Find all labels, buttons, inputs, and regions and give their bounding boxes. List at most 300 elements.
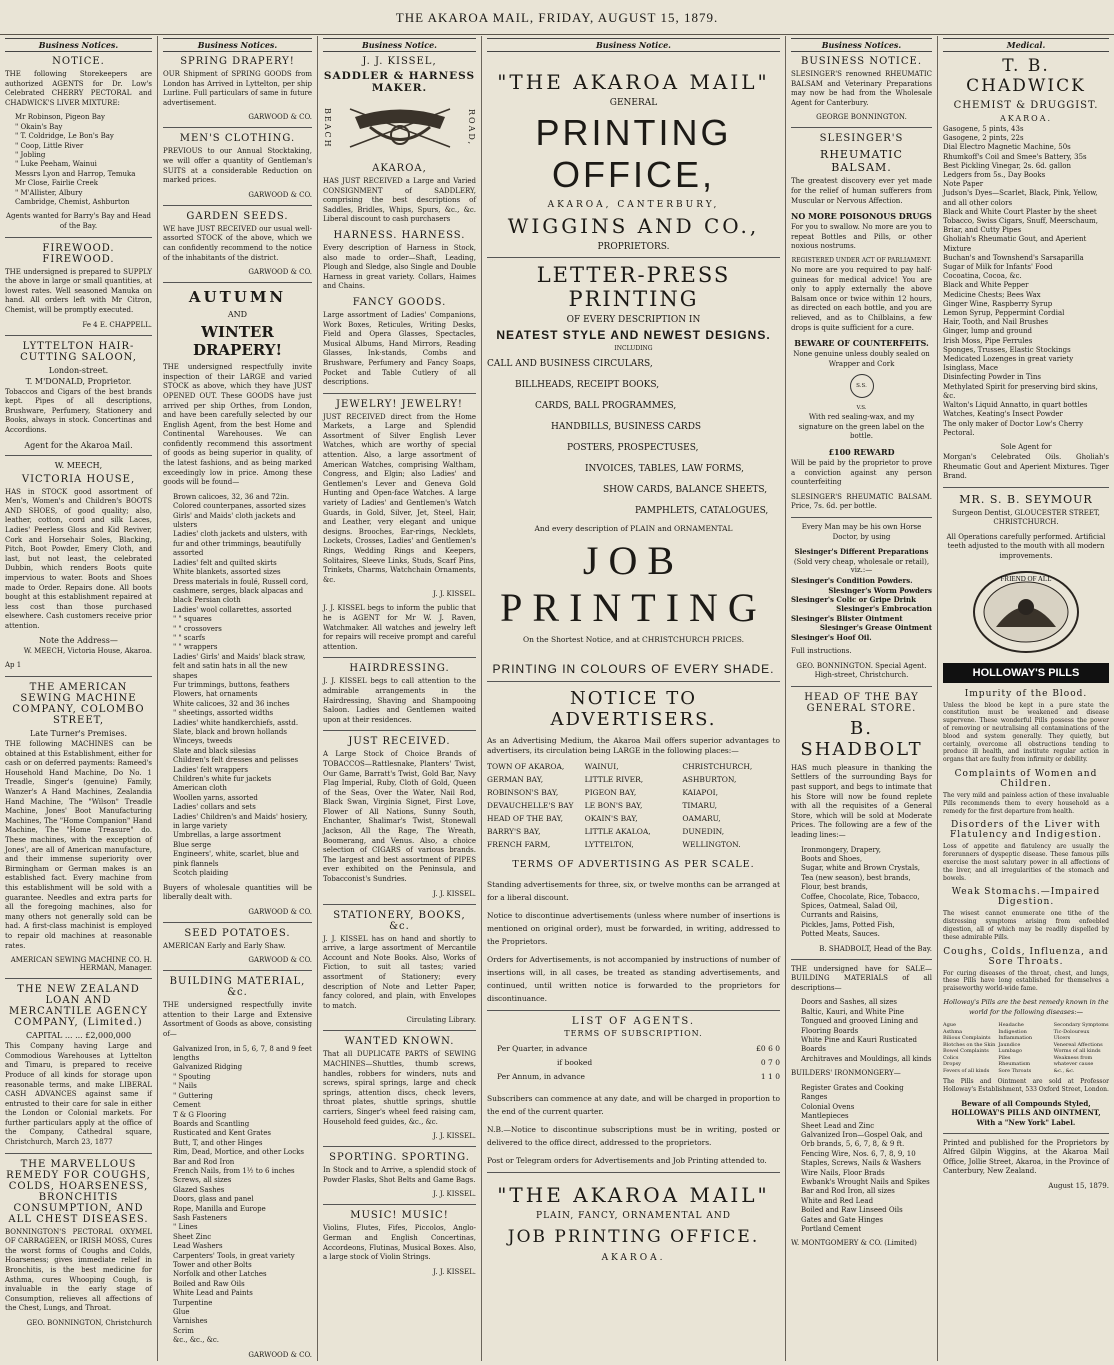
list-item: Tobacco, Swiss Cigars, Snuff, Meerschaum, Briar, and Cutty Pipes xyxy=(943,217,1098,235)
ad-body: Surgeon Dentist, GLOUCESTER STREET, CHRISTCHURCH. xyxy=(952,508,1100,527)
list-item: White Pine and Kauri Rusticated Boards xyxy=(801,1036,918,1054)
ad-body: The greatest discovery ever yet made for the relief of human sufferers from Muscular or Nervous Affection. xyxy=(791,177,932,205)
list-item: Gasogene, 2 pints, 22s xyxy=(943,134,1024,143)
saddle-icon xyxy=(345,97,455,159)
disease-name: Ulcers xyxy=(1053,1035,1071,1042)
ad-body: Holloway's Pills are the best remedy known in the world for the following diseases:— xyxy=(943,997,1109,1016)
list-item: Ironmongery, Drapery, xyxy=(801,845,881,854)
divider xyxy=(163,922,312,923)
divider xyxy=(5,676,152,677)
ad-headline: JOB PRINTING OFFICE. xyxy=(507,1227,760,1248)
ad-body: Notice to discontinue advertisements (unless where number of insertions is mentioned on original order), must be forwarded, in writing, addressed to the Proprietors. xyxy=(487,911,780,947)
town-name: DUNEDIN, xyxy=(682,827,725,837)
list-item: Engineers', white, scarlet, blue and pink flannels xyxy=(173,850,300,868)
list-item: Ladies' white handkerchiefs, asstd. xyxy=(173,718,299,727)
divider xyxy=(487,257,780,258)
list-item: Slate and black silesias xyxy=(173,746,256,755)
ad-headline: LETTER-PRESS PRINTING xyxy=(536,263,731,311)
imprint-date: August 15, 1879. xyxy=(1048,1181,1109,1190)
disease-name: Rheumatism xyxy=(998,1061,1031,1068)
ad-title: AKAROA, xyxy=(372,163,427,174)
list-item: Rope, Manilla and Europe xyxy=(173,1204,266,1213)
divider xyxy=(163,205,312,206)
list-item: " Coop, Little River xyxy=(15,141,84,150)
ironmongery-list xyxy=(791,1084,932,1235)
ad-title: RHEUMATIC BALSAM. xyxy=(820,148,903,175)
ad-body: THE undersigned have for SALE—BUILDING MATERIALS of all descriptions— xyxy=(791,964,932,992)
list-item: " sheetings, assorted widths xyxy=(173,709,274,718)
list-item: T & G Flooring xyxy=(173,1110,227,1119)
disease-name: Sore Throats xyxy=(998,1067,1032,1074)
list-item: Sponges, Trusses, Elastic Stockings xyxy=(943,345,1071,354)
list-item: Boots and Shoes, xyxy=(801,855,863,863)
ad-headline: SADDLER & HARNESS MAKER. xyxy=(323,70,476,94)
disease-name: Venereal Affections xyxy=(1053,1041,1103,1048)
disease-name: Jaundice xyxy=(998,1041,1021,1048)
list-item: Dress materials in foulé, Russell cord, cashmere, serges, black alpacas and black Persian cloth xyxy=(173,577,309,605)
ad-subtitle: REGISTERED UNDER ACT OF PARLIAMENT. xyxy=(791,256,932,264)
ad-title: GARDEN SEEDS. xyxy=(186,210,289,222)
list-item: Currants and Raisins, xyxy=(801,911,879,920)
agents-list xyxy=(5,113,152,207)
town-name: LITTLE RIVER, xyxy=(584,775,644,785)
column-2 xyxy=(158,36,318,1361)
disease-name: Ague xyxy=(943,1022,956,1029)
list-item: Spices, Oatmeal, Salad Oil, xyxy=(801,902,898,911)
list-item: " Guttering xyxy=(173,1091,213,1100)
ad-body: WE have JUST RECEIVED our usual well-assorted STOCK of the above, which we can confidently recommend to the notice of the inhabitants of the district. xyxy=(163,224,312,262)
ad-title: JUST RECEIVED. xyxy=(348,736,451,748)
list-item: Doors and Sashes, all sizes xyxy=(801,998,897,1007)
town-name: LYTTELTON, xyxy=(584,840,634,850)
list-item: Irish Moss, Pipe Ferrules xyxy=(943,336,1033,345)
list-item: Cement xyxy=(173,1101,201,1110)
ad-title: FIREWOOD. FIREWOOD. xyxy=(42,242,115,265)
disease-name: Worms of all kinds xyxy=(1053,1048,1101,1055)
ad-title: J. J. KISSEL, xyxy=(362,56,437,67)
ad-body: PREVIOUS to our Annual Stocktaking, we will offer a quantity of Gentleman's SUITS at a considerable Reduction on marked prices. xyxy=(163,147,312,185)
ad-signature: GARWOOD & CO. xyxy=(248,113,312,122)
divider xyxy=(323,1030,476,1031)
list-item: Tea (new season), best brands, xyxy=(801,873,911,882)
disease-name: Piles xyxy=(998,1054,1011,1061)
divider xyxy=(943,1133,1109,1134)
ad-subtitle: BEWARE OF COUNTERFEITS. xyxy=(794,338,929,349)
list-item: " " scarfs xyxy=(173,633,206,642)
ad-title: Complaints of Women and Children. xyxy=(954,769,1098,790)
ad-subtitle: Slesinger's Different Preparations xyxy=(794,547,929,557)
ad-body: JUST RECEIVED direct from the Home Markets, a Large and Splendid Assortment of Silver English Lever Watches, which are worthy of special attention. Also, a large assortment of American Watches, comprising Waltham, Congress, and Elgin; also Ladies' and Gentlemen's Lever and Geneva Gold Hunting and Open-face Watches. A large variety of Ladies' and Gentlemen's Watch Guards, in Gold, Silver, Jet, Steel, Hair, and Leather, very elegant and unique designs. Brooches, Ear-rings, Necklets, Lockets, Crosses, Ladies' and Gentlemen's Rings, Wedding Rings and Keepers, Solitaires, Sleeve Links, Studs, Scarf Pins, Trinkets, Charms, Watchchain Ornaments, &c. xyxy=(323,412,476,584)
list-item: Baltic, Kauri, and White Pine xyxy=(801,1007,905,1016)
friend-of-all-emblem-icon xyxy=(966,567,1086,657)
list-item: Slesinger's Blister Ointment xyxy=(791,613,903,623)
ad-body: Beware of all Compounds Styled, HOLLOWAY'S PILLS AND OINTMENT, With a "New York" Label. xyxy=(951,1098,1101,1127)
ad-body: THE following Storekeepers are authorized AGENTS for Dr. Low's Celebrated CHERRY PECTORAL and CHADWICK'S LIVER MIXTURE: xyxy=(5,70,152,107)
list-item: CARDS, BALL PROGRAMMES, xyxy=(535,401,677,411)
towns-grid xyxy=(487,760,780,851)
ad-title: CHEMIST & DRUGGIST. xyxy=(953,100,1099,111)
drapery-list xyxy=(163,493,312,879)
list-item: Rhumkoff's Coil and Smee's Battery, 35s xyxy=(943,152,1087,161)
list-item: Sugar of Milk for Infants' Food xyxy=(943,263,1053,272)
ad-title: JEWELRY! JEWELRY! xyxy=(336,398,463,410)
list-item: " T. Coldridge, Le Bon's Bay xyxy=(15,132,114,141)
list-item: Dial Electro Magnetic Machine, 50s xyxy=(943,143,1071,152)
ad-headline: B. SHADBOLT xyxy=(800,717,923,760)
list-item: Scotch plaiding xyxy=(173,869,229,878)
ad-signature: J. J. KISSEL. xyxy=(433,1267,476,1276)
ad-body: HAS JUST RECEIVED a Large and Varied CONSIGNMENT of SADDLERY, comprising the best descriptions of Saddles, Bridles, Whips, Spurs, &c., &c. Liberal discount to cash purchasers xyxy=(323,177,476,224)
ad-headline: NOTICE TO ADVERTISERS. xyxy=(550,688,717,730)
town-name: FRENCH FARM, xyxy=(487,840,551,850)
table-row xyxy=(497,1070,780,1084)
list-item: Black and White Court Plaster by the sheet xyxy=(943,207,1097,216)
ad-body: As an Advertising Medium, the Akaroa Mail offers superior advantages to advertisers, its circulation being LARGE in the following places:— xyxy=(487,736,780,755)
list-item: Woollen yarns, assorted xyxy=(173,793,258,802)
ad-subtitle: Note the Address— xyxy=(39,636,118,646)
ad-signature: GARWOOD & CO. xyxy=(248,956,312,965)
holloway-banner: HOLLOWAY'S PILLS xyxy=(943,663,1109,683)
column-header: Business Notices. xyxy=(5,38,152,52)
town-name: DEVAUCHELLE'S BAY xyxy=(487,801,574,811)
list-item: Slate, black and brown hollands xyxy=(173,728,288,736)
ad-body: For you to swallow. No more are you to repeat Bottles and Pills, or other noxious nostrums. xyxy=(791,223,932,251)
ad-subtitle: OF EVERY DESCRIPTION IN xyxy=(566,315,701,325)
divider xyxy=(791,127,932,128)
ad-signature: J. J. KISSEL. xyxy=(433,889,476,898)
ad-subtitle: PLAIN, FANCY, ORNAMENTAL AND xyxy=(536,1211,731,1222)
divider xyxy=(323,904,476,905)
list-item: Galvanized Iron, in 5, 6, 7, 8 and 9 feet lengths xyxy=(173,1044,312,1063)
list-item: Medicated Lozenges in great variety xyxy=(943,355,1074,364)
ad-body: Standing advertisements for three, six, or twelve months can be arranged at for a liberal discount. xyxy=(487,880,780,903)
list-item: " Jobling xyxy=(15,151,46,159)
list-item: " Okain's Bay xyxy=(15,122,63,131)
town-name: OAMARU, xyxy=(682,814,721,824)
ad-subtitle: CAPITAL ... ... £2,000,000 xyxy=(25,1031,132,1041)
column-5 xyxy=(786,36,938,1361)
ad-body: Violins, Flutes, Fifes, Piccolos, Anglo-German and English Concertinas, Accordeons, Flutinas, Musical Boxes. Also, a large stock of Violin Strings. xyxy=(323,1224,476,1262)
town-name: HEAD OF THE BAY, xyxy=(487,814,563,824)
list-item: SHOW CARDS, BALANCE SHEETS, xyxy=(603,485,768,495)
ad-title: FANCY GOODS. xyxy=(352,296,447,308)
list-item: Judson's Dyes—Scarlet, Black, Pink, Yellow, and all other colors xyxy=(943,189,1098,207)
divider xyxy=(323,657,476,658)
disease-name: Inflammation xyxy=(998,1035,1033,1042)
list-item: Walton's Liquid Annatto, in quart bottles xyxy=(943,401,1088,410)
column-header: Business Notice. xyxy=(487,38,780,52)
list-item: Carpenters' Tools, in great variety xyxy=(173,1251,295,1260)
ad-subtitle: £100 REWARD xyxy=(828,447,895,458)
ad-subtitle: AKAROA. xyxy=(601,1253,666,1264)
list-item: Ladies' collars and sets xyxy=(173,803,256,812)
ad-body: Full instructions. xyxy=(791,647,852,656)
list-item: " M'Allister, Albury xyxy=(15,188,83,197)
ad-title: THE MARVELLOUS REMEDY FOR COUGHS, COLDS, HOARSENESS, BRONCHITIS CONSUMPTION, AND ALL CHEST DISEASES. xyxy=(6,1158,151,1225)
list-item: Norfolk and other Latches xyxy=(173,1270,267,1279)
ad-title: HARNESS. HARNESS. xyxy=(333,229,466,241)
list-item: Flour, best brands, xyxy=(801,883,868,892)
list-item: Ladies' Girls' and Maids' black straw, felt and satin hats in all the new shapes xyxy=(173,652,306,680)
divider xyxy=(163,127,312,128)
ad-signature: Fe 4 E. CHAPPELL. xyxy=(82,320,152,329)
subscription-terms xyxy=(497,1042,780,1084)
ad-signature: GARWOOD & CO. xyxy=(248,907,312,916)
list-item: " Spouting xyxy=(173,1072,211,1081)
ad-body: HAS in STOCK good assortment of Men's, Women's and Children's BOOTS AND SHOES, of good quality; also, leather, cotton, cord and silk Laces, Ladies' Peerless Gloss and Kid Reviver, Cork and Horsehair Soles, Blacking, Pitch, Boot Powder, Emery Cloth, and last, but not least, the celebrated Dubbin, which renders Boots quite impervious to water. Boots and Shoes made to Order. Repairs done. All boots bought at this establishment repaired at less cost than those purchased elsewhere. Cash customers receive prior attention. xyxy=(5,487,152,630)
ad-body: That all DUPLICATE PARTS of SEWING MACHINES—Shuttles, thumb screws, handles, robbers for winders, nuts and screws, spiral springs, large and check springs, attention discs, check levers, throat plates, shuttle springs, shuttle carriers, Singer's wheel feed raising cam, Household feed guides, &c., &c. xyxy=(323,1050,476,1126)
list-item: Slesinger's Hoof Oil. xyxy=(791,632,872,642)
divider xyxy=(5,978,152,979)
ad-signature: GARWOOD & CO. xyxy=(248,1350,312,1359)
list-item: Flowers, hat ornaments xyxy=(173,690,258,699)
ad-signature: W. MONTGOMERY & CO. (Limited) xyxy=(791,1239,917,1248)
ad-subtitle: GENERAL xyxy=(609,98,658,108)
ad-headline: JOB PRINTING xyxy=(500,538,767,630)
seal-icon: S.S. V.S. xyxy=(850,374,874,398)
list-item: " " squares xyxy=(173,615,212,624)
ad-title: BUSINESS NOTICE. xyxy=(800,56,923,67)
ad-body: Agents wanted for Barry's Bay and Head of the Bay. xyxy=(5,212,152,231)
ad-title: LYTTELTON HAIR-CUTTING SALOON, xyxy=(20,340,137,363)
ad-signature: GARWOOD & CO. xyxy=(248,190,312,199)
ad-headline: AUTUMN xyxy=(188,288,287,307)
list-item: Ladies' felt and quilted skirts xyxy=(173,558,277,567)
ad-title: Weak Stomachs.—Impaired Digestion. xyxy=(951,887,1101,908)
store-list xyxy=(791,846,932,940)
ad-headline: "THE AKAROA MAIL" xyxy=(497,70,770,94)
list-item: Best Pickling Vinegar, 2s. 6d. gallon xyxy=(943,161,1071,170)
list-item: Slesinger's Condition Powders. xyxy=(791,576,913,586)
ad-body: Post or Telegram orders for Advertisements and Job Printing attended to. xyxy=(487,1156,767,1166)
list-item: INVOICES, TABLES, LAW FORMS, xyxy=(585,464,745,474)
list-item: Boards and Scantling xyxy=(173,1119,250,1128)
ad-subtitle: Sole Agent for xyxy=(1000,442,1052,451)
column-6 xyxy=(938,36,1114,1361)
table-row xyxy=(497,1056,780,1070)
town-name: ASHBURTON, xyxy=(682,775,737,785)
list-item: Glazed Sashes xyxy=(173,1185,225,1194)
ad-signature: GARWOOD & CO. xyxy=(248,268,312,277)
list-item: &c., &c., &c. xyxy=(173,1336,220,1345)
column-1 xyxy=(0,36,158,1361)
ad-body: HAS much pleasure in thanking the Settlers of the surrounding Bays for past support, and begs to intimate that his Store will now be found replete with all the requisites of a General Store, which will be sold at Moderate Prices. The following are a few of the leading lines:— xyxy=(791,763,932,839)
disease-name: Dropsy xyxy=(943,1061,962,1068)
list-item: Slesinger's Grease Ointment xyxy=(819,623,932,633)
ad-body: GEO. BONNINGTON. Special Agent. High-street, Christchurch. xyxy=(796,661,927,680)
row-label: Per Quarter, in advance xyxy=(497,1044,588,1054)
column-4 xyxy=(482,36,786,1361)
ad-subtitle: T. M'DONALD, Proprietor. xyxy=(25,376,132,386)
ad-body: SLESINGER'S renowned RHEUMATIC BALSAM and Veterinary Preparations may now be had from the Wholesale Agent for Canterbury. xyxy=(791,70,932,107)
list-item: Slesinger's Embrocation xyxy=(836,604,932,614)
ad-subtitle: W. MEECH, xyxy=(54,460,103,470)
list-item: American cloth xyxy=(173,784,227,793)
ad-body: THE following MACHINES can be obtained at this Establishment, either for cash or on deferred payments: Rameed's Household Hand Machine, Do No. 1 Treadle, Singer's (genuine) Family, Wanzer's A Hand Machines, Zealandia Hand Machine, The "Wilson" Treadle Machine, Jones' Boot Manufacturing Machines, The "Home Companion" Hand Machine, The "Home Treasure" do. These machines, with the exception of Jones', are all of American manufacture, and their immense superiority over Birmingham or German makes is an established fact. Every machine from this establishment will be sold with a guarantee. Needles and extra parts for all the foregoing machines, also for many others not generally sold can be had. A first-class machinist is employed to repair old machines at reasonable rates. xyxy=(5,740,152,950)
divider xyxy=(5,335,152,336)
disease-name: Indigestion xyxy=(998,1028,1027,1035)
list-item: Sheet Lead and Zinc xyxy=(801,1121,875,1130)
list-item: White blankets, assorted sizes xyxy=(173,568,281,577)
list-item: POSTERS, PROSPECTUSES, xyxy=(567,443,699,453)
column-header: Medical. xyxy=(943,38,1109,52)
town-name: TIMARU, xyxy=(682,801,718,811)
ad-subtitle: (Sold very cheap, wholesale or retail), viz.:— xyxy=(793,558,930,575)
list-item: The only maker of Doctor Low's Cherry Pectoral. xyxy=(943,419,1084,437)
ad-title: MR. S. B. SEYMOUR xyxy=(959,492,1093,506)
list-item: Scrim xyxy=(173,1326,194,1335)
ad-body: Every Man may be his own Horse Doctor, by using xyxy=(801,523,922,541)
divider xyxy=(487,681,780,682)
ad-title: Impurity of the Blood. xyxy=(964,688,1088,699)
ad-body: In Stock and to Arrive, a splendid stock of Powder Flasks, Shot Belts and Game Bags. xyxy=(323,1166,476,1184)
ad-subtitle: Agent for the Akaroa Mail. xyxy=(24,440,133,450)
town-name: LITTLE AKALOA, xyxy=(584,827,651,837)
ad-subtitle: BUILDERS' IRONMONGERY— xyxy=(791,1069,901,1078)
ad-subtitle: AND xyxy=(227,310,248,320)
ad-body: Unless the blood be kept in a pure state the constitution must be weakened and disease supervene. These wonderful Pills possess the power of removing or neutralising all contaminations of the blood and system generally. They quietly, but certainly, overcome all obstructions tending to produce ill health, and institute regular action in organs that are faulty from infirmity or debility. xyxy=(943,701,1109,764)
ad-subtitle: Late Turner's Premises. xyxy=(29,729,128,739)
ad-body: No more are you required to pay half-guineas for medical advice! You are only to apply externally the above Balsam once or twice within 12 hours, as directed on each bottle, and you are relieved, and as to Chilblains, a few drops is quite sufficient for a cure. xyxy=(791,265,932,332)
list-item: Mr Robinson, Pigeon Bay xyxy=(15,113,106,122)
list-item: Slesinger's Worm Powders xyxy=(828,585,932,595)
list-item: BILLHEADS, RECEIPT BOOKS, xyxy=(515,380,660,390)
ad-body: With red sealing-wax, and my signature on the green label on the bottle. xyxy=(798,413,925,441)
ad-body: AMERICAN Early and Early Shaw. xyxy=(163,941,286,950)
divider xyxy=(5,1153,152,1154)
list-item: CALL AND BUSINESS CIRCULARS, xyxy=(487,359,653,369)
town-name: BARRY'S BAY, xyxy=(487,827,541,837)
table-row xyxy=(497,1042,780,1056)
ad-title: NOTICE. xyxy=(52,56,105,67)
divider xyxy=(323,1204,476,1205)
ad-body: Will be paid by the proprietor to prove a conviction against any person counterfeiting xyxy=(791,459,932,487)
list-item: Buchan's and Townshend's Sarsaparilla xyxy=(943,253,1084,262)
ad-title: THE NEW ZEALAND LOAN AND MERCANTILE AGENCY COMPANY, (Limited.) xyxy=(9,984,148,1029)
list-item: Slesinger's Colic or Gripe Drink xyxy=(791,595,916,605)
list-item: Umbrellas, a large assortment xyxy=(173,831,282,840)
list-item: " Luke Peeham, Wainui xyxy=(15,160,97,169)
list-item: Sugar, white and Brown Crystals, xyxy=(801,864,921,873)
divider xyxy=(943,487,1109,488)
list-item: Rusticated and Kent Grates xyxy=(173,1129,271,1138)
disease-name: Lumbago xyxy=(998,1048,1023,1055)
list-item: Ginger Wine, Raspberry Syrup xyxy=(943,299,1053,308)
ad-signature: J. J. KISSEL. xyxy=(433,1132,476,1141)
disease-name: Colics xyxy=(943,1054,959,1061)
ad-headline: NEATEST STYLE AND NEWEST DESIGNS. xyxy=(496,328,771,342)
ad-body: THE undersigned respectfully invite attention to their Large and Extensive Assortment of Goods as above, consisting of— xyxy=(163,1001,312,1039)
list-item: " Lines xyxy=(173,1223,198,1232)
divider xyxy=(5,237,152,238)
list-item: Potted Meats, Sauces. xyxy=(801,930,880,939)
town-name: KAIAPOI, xyxy=(682,788,718,798)
ad-signature: Circulating Library. xyxy=(406,1016,476,1025)
divider xyxy=(163,282,312,283)
list-item: Pickles, Jams, Potted Fish, xyxy=(801,920,895,929)
list-item: Rim, Dead, Mortice, and other Locks xyxy=(173,1148,305,1157)
road-label: ROAD, xyxy=(467,109,476,147)
ad-title: HAIRDRESSING. xyxy=(349,663,450,675)
row-value: 1 1 0 xyxy=(760,1072,780,1082)
ad-body: J. J. KISSEL begs to call attention to the admirable arrangements in the Hairdressing, Shaving and Shampooing Saloon. Ladies and Gentlemen waited upon at their residences. xyxy=(323,677,476,724)
list-item: Ladies' felt wrappers xyxy=(173,765,248,774)
ad-title: SEED POTATOES. xyxy=(184,927,291,939)
ad-body: OUR Shipment of SPRING GOODS from London has Arrived in Lyttelton, per ship Lurline. Full particulars of same in future advertisement. xyxy=(163,70,312,107)
ad-body: For curing diseases of the throat, chest, and lungs, these Pills have long established for themselves a praiseworthy world-wide fame. xyxy=(943,969,1109,993)
list-item: " " crossovers xyxy=(173,624,222,633)
ad-body: Tobaccos and Cigars of the best brands kept. Pipes of all descriptions, Brushware, Perfumery, Stationery and Books, always in stock. Concertinas and Accordions. xyxy=(5,387,152,434)
ad-signature: J. J. KISSEL. xyxy=(433,590,476,599)
list-item: Fencing Wire, Nos. 6, 7, 8, 9, 10 xyxy=(801,1149,916,1158)
ad-headline: WINTER DRAPERY! xyxy=(192,323,283,360)
list-item: Doors, glass and panel xyxy=(173,1195,254,1204)
ad-signature: B. SHADBOLT, Head of the Bay. xyxy=(819,944,932,953)
ad-body: None genuine unless doubly sealed on Wrapper and Cork xyxy=(793,350,930,368)
list-item: Gholiah's Rheumatic Gout, and Aperient Mixture xyxy=(943,235,1087,253)
ad-title: BUILDING MATERIAL, &c. xyxy=(169,976,306,999)
row-value: 0 7 0 xyxy=(760,1058,780,1068)
row-label: Per Annum, in advance xyxy=(497,1072,585,1082)
disease-name: Tic-Doloureux xyxy=(1053,1028,1090,1035)
list-item: Lemon Syrup, Peppermint Cordial xyxy=(943,309,1065,318)
list-item: Bar and Rod Iron xyxy=(173,1157,235,1166)
disease-name: Secondary Symptoms xyxy=(1053,1022,1109,1029)
list-item: Sheet Zinc xyxy=(173,1232,212,1241)
column-header: Business Notices. xyxy=(791,38,932,52)
town-name: WELLINGTON. xyxy=(682,840,741,850)
ad-headline: T. B. CHADWICK xyxy=(966,56,1086,96)
town-name: OKAIN'S BAY, xyxy=(584,814,638,824)
list-item: Winceys, tweeds xyxy=(173,737,233,746)
list-item: Colonial Ovens xyxy=(801,1102,855,1111)
list-item: White Lead and Paints xyxy=(173,1289,253,1298)
list-item: HANDBILLS, BUSINESS CARDS xyxy=(551,422,702,432)
divider xyxy=(323,393,476,394)
ad-signature: GEORGE BONNINGTON. xyxy=(816,113,907,122)
ad-title: SLESINGER'S xyxy=(819,133,904,145)
town-name: WAINUI, xyxy=(584,762,619,772)
list-item: Tower and other Bolts xyxy=(173,1261,252,1269)
ad-body: Loss of appetite and flatulency are usually the forerunners of dyspeptic disease. These famous pills exercise the most salutary power in all affections of the liver, and all irregularities of the stomach and bowels. xyxy=(943,843,1109,882)
ad-title: SPRING DRAPERY! xyxy=(180,56,295,67)
ad-subtitle: NO MORE POISONOUS DRUGS xyxy=(791,211,932,222)
list-item: Screws, all sizes xyxy=(173,1176,232,1185)
ad-subtitle: London-street. xyxy=(48,365,109,375)
ad-title: SPORTING. SPORTING. xyxy=(329,1152,470,1164)
ad-body: J. J. KISSEL begs to inform the public that he is AGENT for Mr W. J. Raven, Watchmaker. All watches and jewelry left for repairs will receive prompt and careful attention. xyxy=(323,604,476,651)
list-item: White and Red Lead xyxy=(801,1196,874,1205)
ad-body: Morgan's Celebrated Oils. Gholiah's Rheumatic Gout and Aperient Mixtures. Tiger Brand. xyxy=(943,452,1109,481)
building-list xyxy=(163,1045,312,1346)
ad-subtitle: TERMS OF ADVERTISING AS PER SCALE. xyxy=(512,859,755,871)
ad-subtitle: On the Shortest Notice, and at CHRISTCHURCH PRICES. xyxy=(522,635,745,644)
list-item: Fur trimmings, buttons, feathers xyxy=(173,680,290,689)
list-item: White calicoes, 32 and 36 inches xyxy=(173,699,290,708)
divider xyxy=(163,970,312,971)
divider xyxy=(791,517,932,518)
list-item: Messrs Lyon and Harrop, Temuka xyxy=(15,169,136,178)
ad-subtitle: AKAROA, CANTERBURY, xyxy=(547,200,720,210)
list-item: Ladies' Children's and Maids' hosiery, in large variety xyxy=(173,812,308,831)
disease-name: Bilious Complaints xyxy=(943,1035,991,1042)
divider xyxy=(5,455,152,456)
ad-body: A Large Stock of Choice Brands of TOBACCOS—Rattlesnake, Planters' Twist, Our Game, Barratt's Twist, Gold Bar, Navy Flag Imperial, Ruby, Cloth of Gold, Queen of the Seas, Over the Water, Nail Rod, Black Swan, Virginia Signet, First Love, Flower of All Nations, Sunny South, Enchanter, Shalimar's Twist, Stonewall Jackson, All the Rage, The Wreath, Boomerang, and Venus. Also, a choice selection of CIGARS of various brands. The largest and best assortment of PIPES ever exhibited on the Peninsula, and Tobacconist's Sundries. xyxy=(323,750,476,884)
ad-body: THE undersigned is prepared to SUPPLY the above in large or small quantities, at lowest rates. Well seasoned Manuka on hand. All orders left with Mr Citron, Chemist, will be promptly executed. xyxy=(5,267,152,314)
list-item: Hair, Tooth, and Nail Brushes xyxy=(943,318,1049,327)
list-item: Blue serge xyxy=(173,840,211,849)
ad-title: Coughs, Colds, Influenza, and Sore Throats. xyxy=(943,946,1109,967)
